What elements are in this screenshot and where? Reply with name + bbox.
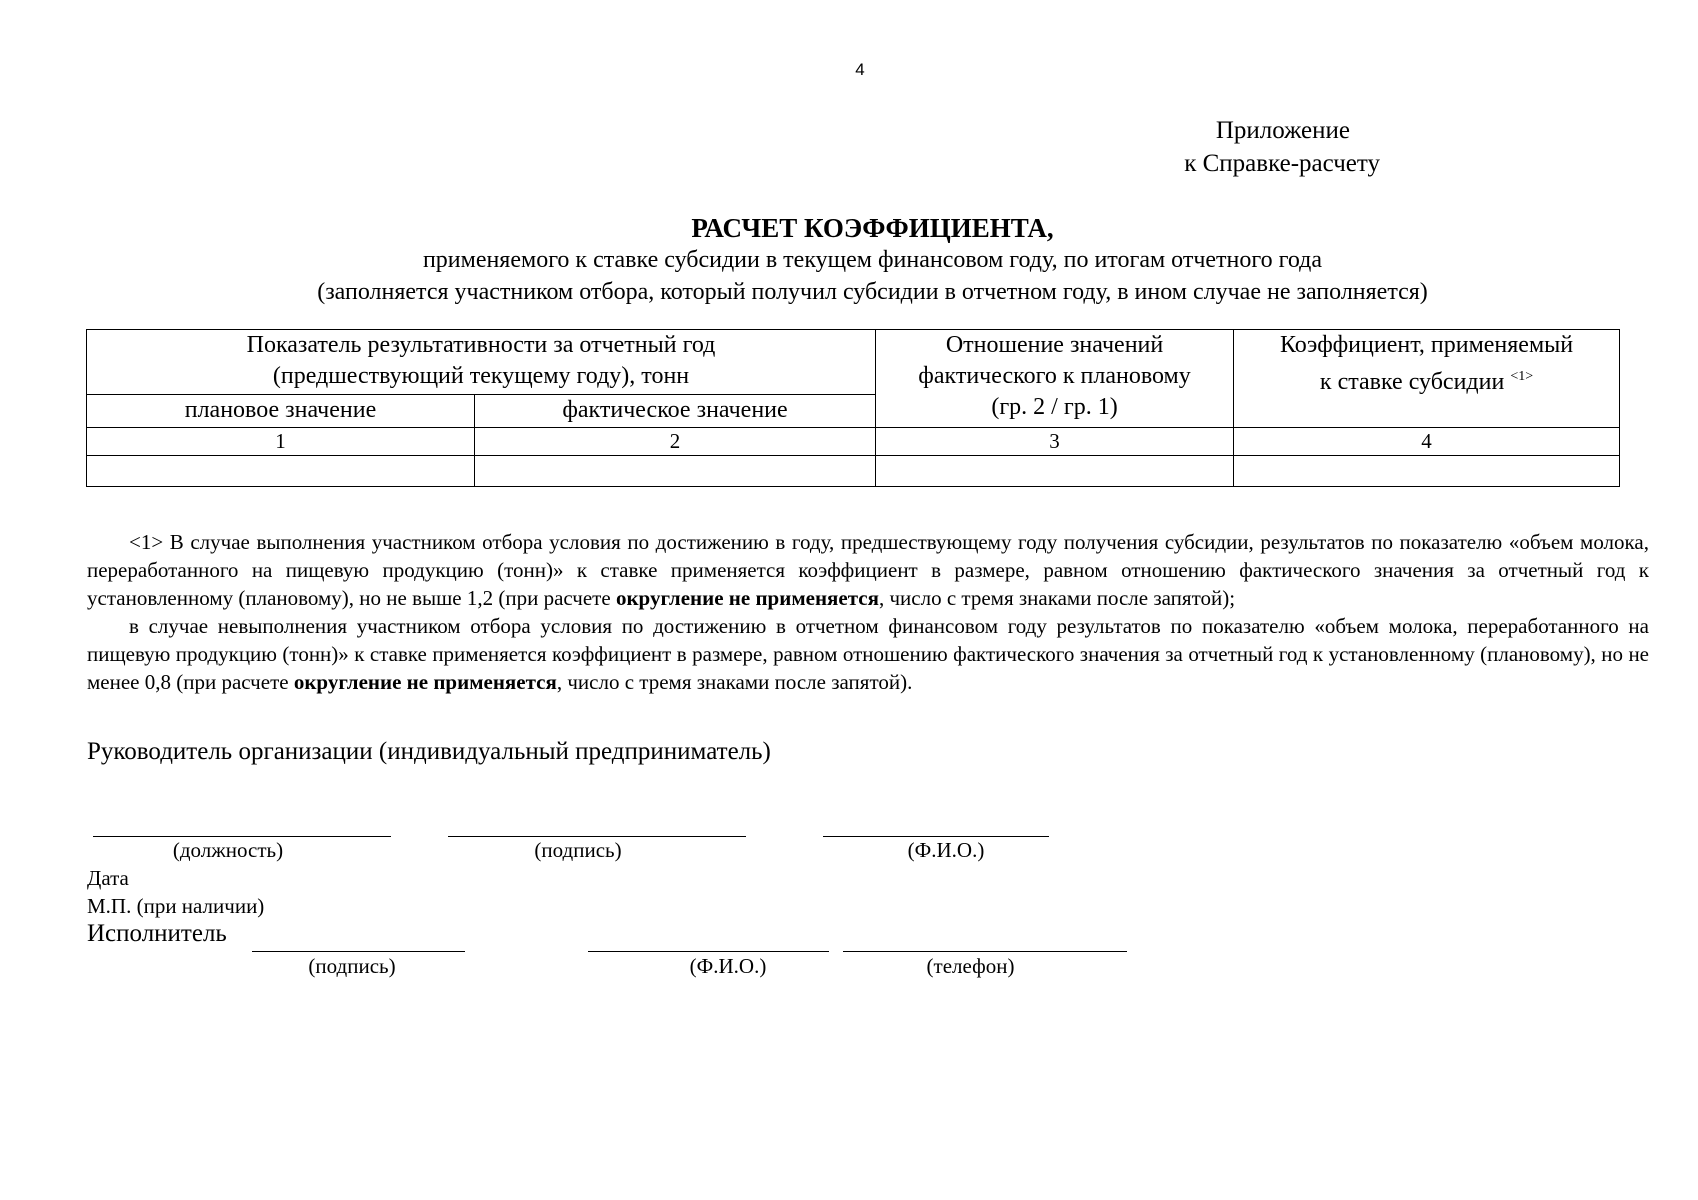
header-performance-line-2: (предшествующий текущему году), тонн <box>272 363 690 389</box>
document-heading <box>90 212 1655 308</box>
stamp-label: М.П. (при наличии) <box>87 894 265 918</box>
footnote-ref: <1> <box>1510 369 1534 384</box>
table-row <box>87 456 1620 487</box>
executor-signature-line[interactable] <box>252 951 465 952</box>
position-caption: (должность) <box>172 838 284 862</box>
footnote-2-bold: округление не применяется <box>293 670 557 694</box>
date-label: Дата <box>87 866 129 890</box>
header-ratio-line-3: (гр. 2 / гр. 1) <box>991 394 1118 420</box>
page-number: 4 <box>855 60 865 79</box>
footnote-1-text-b: , число с тремя знаками после запятой); <box>879 586 1236 610</box>
column-number: 4 <box>1234 428 1620 456</box>
table-cell-planned[interactable] <box>87 456 475 487</box>
table-numbering-row <box>87 428 1620 456</box>
table-cell-coefficient[interactable] <box>1234 456 1620 487</box>
header-performance-line-1: Показатель результативности за отчетный год <box>246 332 716 358</box>
executor-name-caption: (Ф.И.О.) <box>689 954 767 978</box>
footnote-2-text-a: в случае невыполнения участником отбора условия по достижению в отчетном финансовом году результатов по показателю «объем молока, переработанного на пищевую продукцию (тонн)» к ставке применяется коэффициент в размере, равном отношению фактического значения за отчетный год к установленному (плановому), но не менее 0,8 (при расчете <box>87 614 1649 694</box>
table-header-row <box>87 330 1620 395</box>
column-number: 1 <box>87 428 475 456</box>
header-planned-value: плановое значение <box>87 395 475 428</box>
header-coefficient-text: к ставке субсидии <box>1319 369 1505 395</box>
footnotes <box>87 528 1649 696</box>
document-subtitle-2: (заполняется участником отбора, который получил субсидии в отчетном году, в ином случае не заполняется) <box>317 279 1428 305</box>
name-line[interactable] <box>823 836 1049 837</box>
footnote-paragraph-2 <box>87 612 1649 696</box>
appendix-header <box>1150 114 1380 180</box>
position-line[interactable] <box>93 836 391 837</box>
organization-head-label: Руководитель организации (индивидуальный предприниматель) <box>87 738 771 765</box>
executor-label: Исполнитель <box>87 920 227 947</box>
appendix-line-1: Приложение <box>1215 117 1350 144</box>
name-caption: (Ф.И.О.) <box>907 838 985 862</box>
executor-phone-caption: (телефон) <box>926 954 1015 978</box>
executor-signature-caption: (подпись) <box>308 954 396 978</box>
document-subtitle-1: применяемого к ставке субсидии в текущем финансовом году, по итогам отчетного года <box>422 247 1323 273</box>
table-cell-actual[interactable] <box>475 456 876 487</box>
header-ratio <box>876 330 1234 428</box>
executor-name-line[interactable] <box>588 951 829 952</box>
header-ratio-line-1: Отношение значений <box>945 332 1164 358</box>
document-title: РАСЧЕТ КОЭФФИЦИЕНТА, <box>691 213 1054 243</box>
executor-phone-line[interactable] <box>843 951 1127 952</box>
appendix-line-2: к Справке-расчету <box>1184 150 1380 177</box>
footnote-2-text-b: , число с тремя знаками после запятой). <box>556 670 913 694</box>
signature-line[interactable] <box>448 836 746 837</box>
header-actual-value: фактическое значение <box>475 395 876 428</box>
header-coefficient <box>1234 330 1620 428</box>
table-cell-ratio[interactable] <box>876 456 1234 487</box>
column-number: 2 <box>475 428 876 456</box>
signature-caption: (подпись) <box>534 838 622 862</box>
header-coefficient-line-1: Коэффициент, применяемый <box>1279 332 1574 358</box>
header-coefficient-line-2 <box>1238 361 1615 398</box>
footnote-1-text-a: <1> В случае выполнения участником отбора условия по достижению в году, предшествующему году получения субсидии, результатов по показателю «объем молока, переработанного на пищевую продукцию (тонн)» к ставке применяется коэффициент в размере, равном отношению фактического значения за отчетный год к установленному (плановому), но не выше 1,2 (при расчете <box>87 530 1649 610</box>
coefficient-table <box>86 329 1620 487</box>
column-number: 3 <box>876 428 1234 456</box>
header-performance-indicator <box>87 330 876 395</box>
header-ratio-line-2: фактического к плановому <box>918 363 1191 389</box>
footnote-1-bold: округление не применяется <box>615 586 879 610</box>
footnote-paragraph-1 <box>87 528 1649 612</box>
